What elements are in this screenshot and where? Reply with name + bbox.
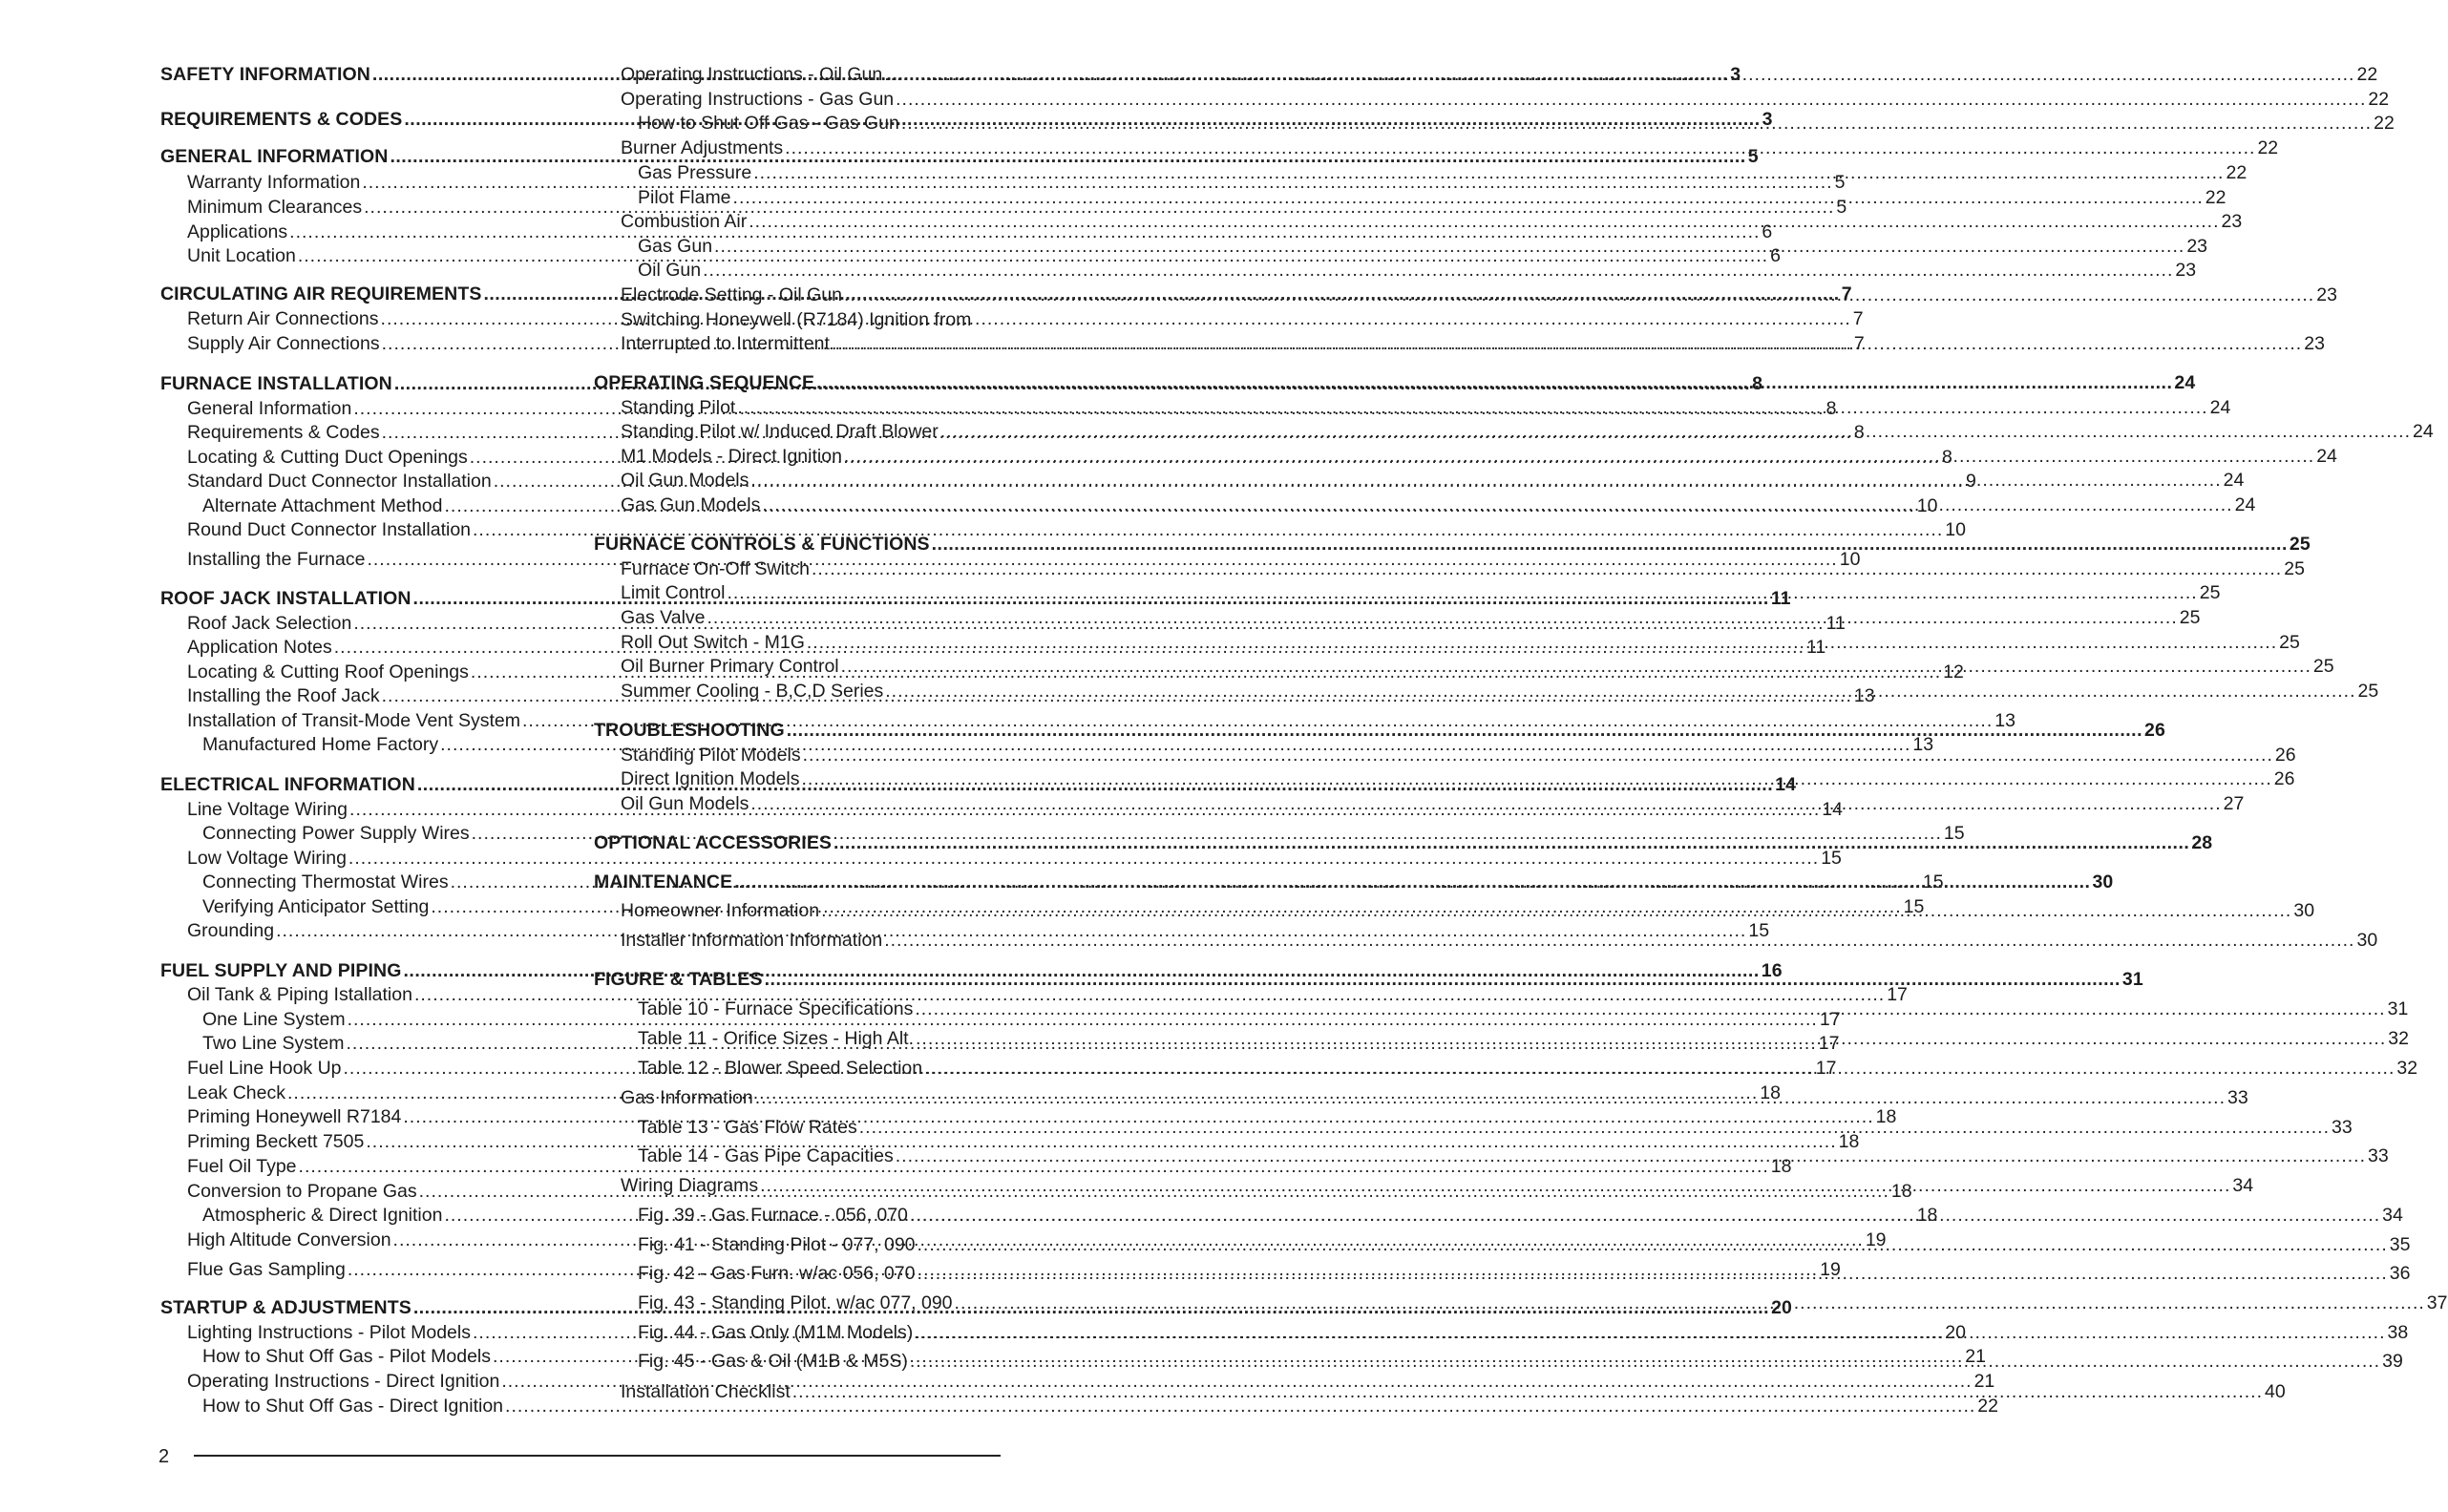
- toc-page-number: 26: [2274, 745, 2296, 766]
- toc-entry-label: Locating & Cutting Roof Openings: [187, 662, 469, 682]
- toc-page-number: 6: [1770, 245, 1781, 266]
- toc-page-number: 20: [1771, 1297, 1792, 1318]
- toc-entry-label: Interrupted to Intermittent: [621, 333, 830, 354]
- toc-entry-label: FURNACE INSTALLATION: [160, 373, 392, 394]
- toc-entry: [594, 308, 999, 331]
- toc-entry-label: Requirements & Codes: [187, 422, 380, 443]
- toc-page-number: 11: [1770, 588, 1791, 609]
- toc-page-number: 13: [1853, 685, 1875, 706]
- toc-page-number: 26: [2144, 720, 2165, 741]
- toc-entry-label: FIGURE & TABLES: [594, 969, 763, 990]
- toc-dot-leader: [832, 332, 2302, 355]
- toc-entry: [594, 161, 2248, 184]
- toc-entry-label: Burner Adjustments: [621, 137, 784, 158]
- toc-page-number: 10: [1839, 549, 1861, 570]
- toc-entry-label: Roll Out Switch - M1G: [621, 632, 805, 653]
- toc-page-number: 28: [2191, 832, 2213, 853]
- toc-page-number: 39: [2382, 1351, 2403, 1372]
- toc-dot-leader: [932, 533, 2288, 556]
- toc-dot-leader: [884, 63, 2354, 86]
- toc-entry-label: Direct Ignition Models: [621, 768, 800, 789]
- toc-entry-label: How to Shut Off Gas - Gas Gun: [638, 113, 899, 134]
- toc-page-number: 12: [1943, 662, 1964, 682]
- toc-page-number: 15: [1903, 896, 1925, 917]
- toc-dot-leader: [727, 581, 2197, 604]
- toc-dot-leader: [760, 1174, 2230, 1197]
- toc-page-number: 15: [1748, 920, 1770, 941]
- toc-entry-label: ROOF JACK INSTALLATION: [160, 588, 412, 609]
- toc-entry-label: Grounding: [187, 920, 275, 941]
- toc-dot-leader: [841, 655, 2311, 678]
- toc-page-number: 31: [2121, 969, 2143, 990]
- toc-page-number: 31: [2387, 998, 2409, 1019]
- toc-entry-label: SAFETY INFORMATION: [160, 64, 370, 85]
- toc-page-number: 27: [2223, 793, 2245, 814]
- toc-entry: [594, 396, 2231, 419]
- toc-page-number: 23: [2186, 236, 2208, 257]
- toc-entry: [594, 112, 2395, 135]
- toc-entry-label: OPTIONAL ACCESSORIES: [594, 832, 833, 853]
- toc-section-heading: [594, 533, 2311, 556]
- page-number: 2: [158, 1446, 170, 1467]
- toc-page-number: 18: [1875, 1106, 1897, 1127]
- toc-page-number: 19: [1865, 1229, 1887, 1250]
- toc-page-number: 15: [1821, 848, 1842, 869]
- toc-entry-label: Two Line System: [202, 1033, 345, 1054]
- toc-entry: [160, 983, 1908, 1006]
- toc-page-number: 34: [2382, 1205, 2403, 1226]
- toc-dot-leader: [737, 396, 2207, 419]
- toc-entry-label: Priming Beckett 7505: [187, 1131, 365, 1152]
- toc-page-number: 11: [1806, 637, 1826, 658]
- toc-entry: [594, 186, 2226, 209]
- toc-entry-label: Furnace On-Off Switch: [621, 558, 810, 579]
- toc-page-number: 10: [1916, 495, 1938, 516]
- toc-page-number: 7: [1841, 284, 1852, 304]
- toc-dot-leader: [916, 1027, 2386, 1050]
- toc-page-number: 8: [1825, 398, 1837, 419]
- toc-entry-label: Fig. 45 - Gas & Oil (M1B & M5S): [638, 1351, 908, 1372]
- toc-page-number: 17: [1887, 984, 1908, 1005]
- toc-page-number: 25: [2179, 607, 2201, 628]
- toc-entry: [160, 518, 1966, 541]
- toc-page-number: 22: [2205, 187, 2226, 208]
- toc-page-number: 17: [1819, 1009, 1841, 1030]
- toc-page-number: 17: [1815, 1058, 1837, 1079]
- toc-dot-leader: [924, 1057, 2395, 1080]
- toc-entry-label: Operating Instructions - Gas Gun: [621, 89, 895, 110]
- toc-dot-leader: [714, 235, 2184, 258]
- toc-entry: [594, 469, 2245, 492]
- toc-entry-label: General Information: [187, 398, 352, 419]
- toc-entry-label: STARTUP & ADJUSTMENTS: [160, 1297, 412, 1318]
- toc-entry: [160, 847, 1842, 870]
- toc-dot-leader: [792, 1380, 2263, 1403]
- toc-page-number: 7: [1853, 333, 1865, 354]
- toc-page-number: 38: [2387, 1322, 2409, 1343]
- toc-dot-leader: [749, 210, 2219, 233]
- toc-dot-leader: [955, 1292, 2425, 1314]
- toc-entry-label: Table 10 - Furnace Specifications: [638, 998, 914, 1019]
- toc-entry-label: Verifying Anticipator Setting: [202, 896, 430, 917]
- toc-entry: [594, 284, 2337, 306]
- toc-dot-leader: [803, 744, 2273, 766]
- toc-entry-label: How to Shut Off Gas - Pilot Models: [202, 1346, 492, 1367]
- toc-dot-leader: [844, 445, 2314, 468]
- toc-entry-label: REQUIREMENTS & CODES: [160, 109, 403, 130]
- toc-dot-leader: [884, 929, 2354, 952]
- toc-page-number: 32: [2396, 1058, 2418, 1079]
- toc-entry-label: Operating Instructions - Oil Gun: [621, 64, 883, 85]
- toc-entry-label: Operating Instructions - Direct Ignition: [187, 1371, 500, 1392]
- toc-entry-label: Fig. 41 - Standing Pilot - 077, 090: [638, 1234, 916, 1255]
- toc-page-number: 30: [2092, 872, 2114, 892]
- toc-entry-label: Gas Gun Models: [621, 494, 761, 515]
- toc-dot-leader: [834, 831, 2189, 854]
- toc-entry-label: Installation of Transit-Mode Vent System: [187, 710, 521, 731]
- toc-dot-leader: [896, 1144, 2366, 1167]
- toc-page-number: 8: [1853, 422, 1865, 443]
- toc-entry-label: M1 Models - Direct Ignition: [621, 446, 842, 467]
- toc-entry-label: Priming Honeywell R7184: [187, 1106, 402, 1127]
- toc-entry-label: Unit Location: [187, 245, 296, 266]
- toc-entry-label: Atmospheric & Direct Ignition: [202, 1205, 443, 1226]
- toc-dot-leader: [940, 420, 2411, 443]
- toc-page-number: 8: [1942, 447, 1952, 468]
- toc-page-number: 25: [2289, 534, 2311, 555]
- toc-page-number: 7: [1852, 308, 1864, 329]
- toc-page-number: 36: [2389, 1263, 2411, 1284]
- toc-page-number: 33: [2368, 1145, 2389, 1166]
- toc-entry-label: Oil Gun Models: [621, 470, 749, 491]
- toc-entry-label: Summer Cooling - B,C,D Series: [621, 681, 884, 702]
- toc-entry-label: Oil Tank & Piping Istallation: [187, 984, 412, 1005]
- toc-dot-leader: [915, 998, 2385, 1020]
- toc-page-number: 22: [2226, 162, 2248, 183]
- toc-entry-label: MAINTENANCE: [594, 872, 733, 892]
- toc-section-heading: [594, 371, 2196, 394]
- toc-page-number: 18: [1770, 1156, 1792, 1177]
- toc-page-number: 11: [1825, 613, 1846, 634]
- toc-entry: [594, 136, 2279, 159]
- toc-entry-label: GENERAL INFORMATION: [160, 146, 389, 167]
- toc-entry-label: FUEL SUPPLY AND PIPING: [160, 960, 402, 981]
- toc-entry: [594, 235, 2208, 258]
- toc-entry: [594, 445, 2337, 468]
- toc-page-number: 33: [2332, 1117, 2353, 1138]
- toc-entry-label: Oil Burner Primary Control: [621, 656, 839, 677]
- toc-entry-label: Oil Gun: [638, 260, 702, 281]
- toc-page-number: 24: [2223, 470, 2245, 491]
- toc-page-number: 35: [2389, 1234, 2411, 1255]
- toc-dot-leader: [918, 1233, 2388, 1256]
- toc-page-number: 24: [2209, 397, 2231, 418]
- toc-page-number: 3: [1730, 64, 1741, 85]
- toc-entry-label: Installing the Furnace: [187, 549, 366, 570]
- toc-page-number: 5: [1834, 172, 1846, 193]
- toc-entry-label: Standing Pilot w/ Induced Draft Blower: [621, 421, 939, 442]
- toc-dot-leader: [762, 494, 2232, 516]
- toc-entry-label: Connecting Power Supply Wires: [202, 823, 470, 844]
- toc-entry-label: Flue Gas Sampling: [187, 1259, 346, 1280]
- toc-dot-leader: [896, 88, 2366, 111]
- toc-page-number: 22: [2368, 89, 2390, 110]
- toc-dot-leader: [816, 371, 2172, 394]
- toc-entry-label: Line Voltage Wiring: [187, 799, 348, 820]
- toc-dot-leader: [915, 1321, 2385, 1344]
- toc-entry-label: Leak Check: [187, 1082, 285, 1103]
- toc-entry-label: Table 12 - Blower Speed Selection: [638, 1058, 923, 1079]
- toc-entry-label: Fuel Line Hook Up: [187, 1058, 342, 1079]
- toc-entry: [594, 332, 2325, 355]
- toc-entry-label: Installer Information Information: [621, 930, 883, 951]
- toc-page-number: 8: [1752, 373, 1763, 394]
- toc-page-number: 25: [2284, 558, 2305, 579]
- toc-dot-leader: [733, 186, 2204, 209]
- toc-page-number: 30: [2293, 900, 2315, 921]
- toc-page-number: 14: [1822, 799, 1843, 820]
- toc-page-number: 24: [2174, 372, 2196, 393]
- toc-entry-label: Standing Pilot Models: [621, 745, 801, 766]
- toc-dot-leader: [807, 631, 2277, 654]
- toc-entry-label: Application Notes: [187, 637, 332, 658]
- toc-entry-label: Fuel Oil Type: [187, 1156, 297, 1177]
- toc-dot-leader: [765, 968, 2121, 991]
- toc-dot-leader: [812, 557, 2282, 580]
- toc-page-number: 15: [1943, 823, 1965, 844]
- toc-page-number: 24: [2413, 421, 2434, 442]
- toc-entry-label: Fig. 44 - Gas Only (M1M Models): [638, 1322, 914, 1343]
- toc-entry-label: High Altitude Conversion: [187, 1229, 391, 1250]
- toc-dot-leader: [859, 1116, 2330, 1139]
- toc-page-number: 26: [2273, 768, 2295, 789]
- toc-page-number: 13: [1912, 734, 1934, 755]
- toc-entry: [594, 259, 2197, 282]
- toc-dot-leader: [785, 136, 2255, 159]
- toc-page-number: 34: [2232, 1175, 2254, 1196]
- toc-entry-label: One Line System: [202, 1009, 346, 1030]
- toc-entry-label: Limit Control: [621, 582, 726, 603]
- toc-page-number: 32: [2388, 1028, 2409, 1049]
- toc-entry-label: Switching Honeywell (R7184) Ignition from: [621, 309, 972, 330]
- toc-entry: [594, 63, 2378, 86]
- toc-page-number: 18: [1838, 1131, 1860, 1152]
- toc-page-number: 23: [2175, 260, 2197, 281]
- toc-page-number: 22: [2374, 113, 2395, 134]
- toc-page-number: 25: [2357, 681, 2379, 702]
- toc-page-number: 19: [1820, 1259, 1841, 1280]
- toc-dot-leader: [917, 1262, 2387, 1285]
- toc-dot-leader: [734, 871, 2090, 893]
- toc-page-number: 3: [1762, 109, 1773, 130]
- toc-entry-label: Connecting Thermostat Wires: [202, 872, 449, 892]
- toc-entry-label: ELECTRICAL INFORMATION: [160, 774, 415, 795]
- toc-entry-label: Warranty Information: [187, 172, 361, 193]
- toc-page-number: 18: [1890, 1181, 1912, 1202]
- toc-page-number: 22: [2356, 64, 2378, 85]
- toc-entry: [594, 210, 2243, 233]
- toc-entry-label: Standing Pilot: [621, 397, 736, 418]
- toc-entry-label: Standard Duct Connector Installation: [187, 471, 492, 492]
- toc-entry-label: CIRCULATING AIR REQUIREMENTS: [160, 284, 482, 304]
- toc-page-number: 40: [2265, 1381, 2286, 1402]
- toc-dot-leader: [755, 1086, 2226, 1109]
- toc-page-number: 21: [1965, 1346, 1986, 1367]
- toc-entry-label: Gas Information: [621, 1087, 753, 1108]
- toc-page-number: 25: [2199, 582, 2221, 603]
- toc-dot-leader: [787, 719, 2142, 742]
- toc-entry-label: Low Voltage Wiring: [187, 848, 347, 869]
- toc-entry: [594, 88, 2390, 111]
- toc-dot-leader: [821, 899, 2291, 922]
- toc-entry-label: Gas Gun: [638, 236, 713, 257]
- toc-entry-label: Wiring Diagrams: [621, 1175, 759, 1196]
- toc-entry-label: Round Duct Connector Installation: [187, 519, 472, 540]
- toc-dot-leader: [910, 1204, 2380, 1227]
- toc-page-number: 18: [1916, 1205, 1938, 1226]
- toc-page-number: 22: [1977, 1396, 1998, 1417]
- toc-page-number: 21: [1973, 1371, 1995, 1392]
- toc-entry-label: Fig. 39 - Gas Furnace - 056, 070: [638, 1205, 908, 1226]
- toc-entry-label: Gas Valve: [621, 607, 706, 628]
- toc-page-number: 33: [2227, 1087, 2248, 1108]
- toc-entry-label: Supply Air Connections: [187, 333, 380, 354]
- toc-entry-label: Installation Checklist: [621, 1381, 791, 1402]
- toc-dot-leader: [703, 259, 2173, 282]
- toc-entry-label: Oil Gun Models: [621, 793, 749, 814]
- toc-entry-label: Electrode Setting - Oil Gun: [621, 284, 842, 305]
- toc-page-number: 5: [1747, 146, 1759, 167]
- toc-entry-label: Table 13 - Gas Flow Rates: [638, 1117, 857, 1138]
- toc-entry-label: Manufactured Home Factory: [202, 734, 439, 755]
- toc-entry-label: Combustion Air: [621, 211, 748, 232]
- toc-page-number: 15: [1922, 872, 1944, 892]
- toc-dot-leader: [802, 767, 2272, 790]
- toc-entry-label: Roof Jack Selection: [187, 613, 352, 634]
- toc-entry-label: Minimum Clearances: [187, 197, 363, 218]
- toc-entry-label: Table 11 - Orifice Sizes - High Alt.: [638, 1028, 914, 1049]
- toc-dot-leader: [750, 792, 2221, 815]
- toc-page-number: 20: [1945, 1322, 1966, 1343]
- toc-entry-label: Homeowner Information: [621, 900, 820, 921]
- toc-entry: [160, 1395, 1998, 1418]
- toc-page-number: 18: [1760, 1082, 1781, 1103]
- toc-page-number: 10: [1945, 519, 1966, 540]
- toc-entry-label: Table 14 - Gas Pipe Capacities: [638, 1145, 894, 1166]
- toc-dot-leader: [753, 161, 2224, 184]
- toc-entry-label: Fig. 43 - Standing Pilot. w/ac 077, 090: [638, 1292, 953, 1313]
- toc-page-number: 17: [1818, 1033, 1840, 1054]
- toc-page-number: 16: [1761, 960, 1783, 981]
- toc-entry-label: How to Shut Off Gas - Direct Ignition: [202, 1396, 504, 1417]
- toc-entry-label: Pilot Flame: [638, 187, 731, 208]
- toc-page-number: 25: [2312, 656, 2334, 677]
- toc-page-number: 23: [2221, 211, 2243, 232]
- toc-entry-label: Applications: [187, 221, 288, 242]
- toc-entry-label: Conversion to Propane Gas: [187, 1181, 417, 1202]
- footer-rule: [194, 1455, 1001, 1457]
- toc-page-number: 9: [1965, 471, 1976, 492]
- toc-page-number: 25: [2279, 632, 2300, 653]
- toc-entry-label: Installing the Roof Jack: [187, 685, 380, 706]
- toc-entry: [160, 1130, 1860, 1153]
- toc-entry-label: Locating & Cutting Duct Openings: [187, 447, 468, 468]
- toc-page-number: 6: [1762, 221, 1773, 242]
- toc-entry-label: Gas Pressure: [638, 162, 752, 183]
- toc-entry-label: FURNACE CONTROLS & FUNCTIONS: [594, 534, 930, 555]
- toc-dot-leader: [844, 284, 2314, 306]
- toc-page-number: 23: [2304, 333, 2325, 354]
- toc-dot-leader: [750, 469, 2221, 492]
- toc-page-number: 37: [2426, 1292, 2448, 1313]
- toc-entry: [594, 420, 2434, 443]
- toc-entry-label: Fig. 42 - Gas Furn. w/ac 056, 070: [638, 1263, 916, 1284]
- toc-page-number: 14: [1775, 774, 1797, 795]
- toc-dot-leader: [901, 112, 2372, 135]
- toc-page-number: 5: [1836, 197, 1847, 218]
- toc-entry-label: Return Air Connections: [187, 308, 379, 329]
- toc-page-number: 24: [2316, 446, 2337, 467]
- toc-entry-label: TROUBLESHOOTING: [594, 720, 785, 741]
- toc-page-number: 22: [2257, 137, 2279, 158]
- toc-entry-label: Lighting Instructions - Pilot Models: [187, 1322, 471, 1343]
- toc-entry-label: OPERATING SEQUENCE: [594, 372, 815, 393]
- toc-page-number: 13: [1994, 710, 2015, 731]
- toc-page-number: 30: [2356, 930, 2378, 951]
- toc-entry-label: Alternate Attachment Method: [202, 495, 443, 516]
- toc-dot-leader: [707, 606, 2178, 629]
- toc-page-number: 23: [2316, 284, 2337, 305]
- toc-dot-leader: [910, 1350, 2380, 1373]
- toc-dot-leader: [885, 680, 2355, 703]
- toc-page-number: 24: [2234, 494, 2256, 515]
